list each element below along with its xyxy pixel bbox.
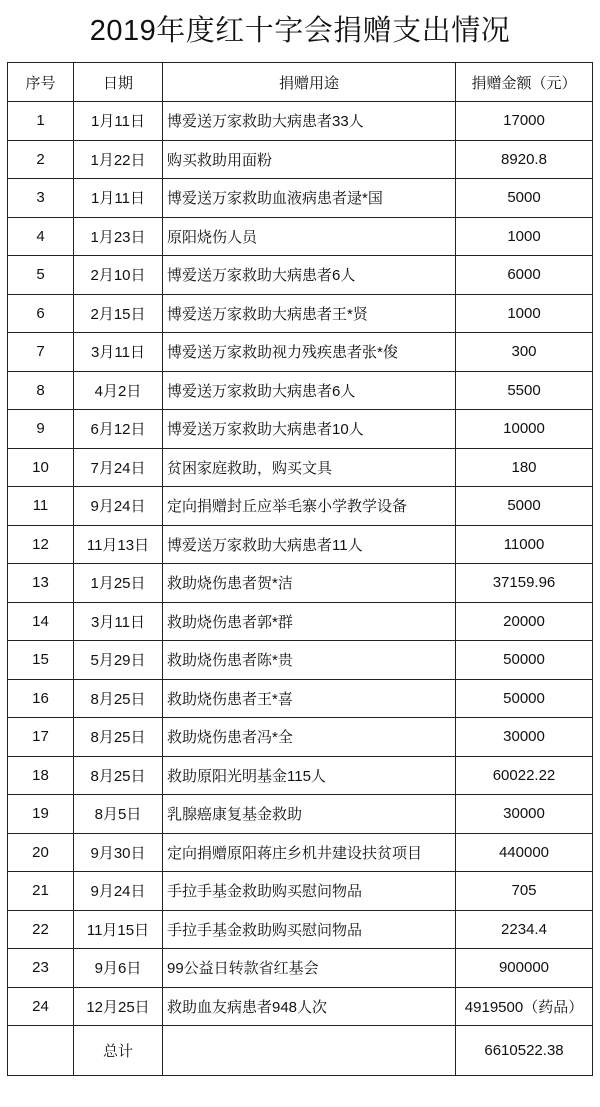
row-date: 1月23日 <box>74 217 163 256</box>
row-seq: 10 <box>8 448 74 487</box>
table-row <box>8 217 593 256</box>
row-amount: 17000 <box>456 102 593 141</box>
total-seq-cell <box>8 1026 74 1076</box>
row-seq: 11 <box>8 487 74 526</box>
row-amount: 1000 <box>456 217 593 256</box>
header-use: 捐赠用途 <box>163 63 456 102</box>
table-header-row <box>8 63 593 102</box>
table-row <box>8 795 593 834</box>
table-row <box>8 756 593 795</box>
row-date: 3月11日 <box>74 333 163 372</box>
table-row <box>8 525 593 564</box>
table-row <box>8 910 593 949</box>
row-seq: 14 <box>8 602 74 641</box>
row-date: 8月25日 <box>74 756 163 795</box>
table-body <box>8 102 593 1026</box>
row-date: 8月25日 <box>74 679 163 718</box>
row-seq: 19 <box>8 795 74 834</box>
row-amount: 8920.8 <box>456 140 593 179</box>
row-date: 8月25日 <box>74 718 163 757</box>
row-date: 2月10日 <box>74 256 163 295</box>
row-use: 救助烧伤患者王*喜 <box>163 679 456 718</box>
row-seq: 15 <box>8 641 74 680</box>
row-seq: 17 <box>8 718 74 757</box>
row-use: 定向捐赠原阳蒋庄乡机井建设扶贫项目 <box>163 833 456 872</box>
row-seq: 1 <box>8 102 74 141</box>
row-use: 定向捐赠封丘应举毛寨小学教学设备 <box>163 487 456 526</box>
row-amount: 300 <box>456 333 593 372</box>
row-use: 博爱送万家救助大病患者6人 <box>163 256 456 295</box>
row-amount: 60022.22 <box>456 756 593 795</box>
row-date: 9月6日 <box>74 949 163 988</box>
table-row <box>8 679 593 718</box>
table-row <box>8 641 593 680</box>
row-use: 救助血友病患者948人次 <box>163 987 456 1026</box>
table-row <box>8 833 593 872</box>
row-date: 12月25日 <box>74 987 163 1026</box>
row-use: 博爱送万家救助血液病患者逯*国 <box>163 179 456 218</box>
row-use: 乳腺癌康复基金救助 <box>163 795 456 834</box>
row-use: 博爱送万家救助大病患者6人 <box>163 371 456 410</box>
donation-table <box>7 62 593 1076</box>
row-amount: 37159.96 <box>456 564 593 603</box>
row-amount: 180 <box>456 448 593 487</box>
row-use: 救助烧伤患者贺*洁 <box>163 564 456 603</box>
table-row <box>8 410 593 449</box>
row-date: 3月11日 <box>74 602 163 641</box>
row-seq: 7 <box>8 333 74 372</box>
row-date: 11月13日 <box>74 525 163 564</box>
total-amount: 6610522.38 <box>456 1026 593 1076</box>
row-use: 博爱送万家救助大病患者11人 <box>163 525 456 564</box>
row-seq: 23 <box>8 949 74 988</box>
table-row <box>8 564 593 603</box>
row-date: 5月29日 <box>74 641 163 680</box>
row-amount: 4919500（药品） <box>456 987 593 1026</box>
header-date: 日期 <box>74 63 163 102</box>
header-seq: 序号 <box>8 63 74 102</box>
row-amount: 30000 <box>456 718 593 757</box>
row-amount: 6000 <box>456 256 593 295</box>
row-date: 6月12日 <box>74 410 163 449</box>
row-seq: 4 <box>8 217 74 256</box>
row-use: 99公益日转款省红基会 <box>163 949 456 988</box>
row-seq: 2 <box>8 140 74 179</box>
row-seq: 6 <box>8 294 74 333</box>
row-amount: 10000 <box>456 410 593 449</box>
table-row <box>8 718 593 757</box>
table-row <box>8 602 593 641</box>
row-use: 原阳烧伤人员 <box>163 217 456 256</box>
row-date: 7月24日 <box>74 448 163 487</box>
row-use: 购买救助用面粉 <box>163 140 456 179</box>
row-use: 救助烧伤患者陈*贵 <box>163 641 456 680</box>
row-amount: 11000 <box>456 525 593 564</box>
row-use: 博爱送万家救助大病患者10人 <box>163 410 456 449</box>
table-row <box>8 949 593 988</box>
table-row <box>8 294 593 333</box>
row-date: 9月24日 <box>74 487 163 526</box>
row-amount: 30000 <box>456 795 593 834</box>
row-amount: 1000 <box>456 294 593 333</box>
row-seq: 8 <box>8 371 74 410</box>
row-date: 2月15日 <box>74 294 163 333</box>
row-use: 博爱送万家救助大病患者王*贤 <box>163 294 456 333</box>
row-seq: 12 <box>8 525 74 564</box>
row-use: 救助原阳光明基金115人 <box>163 756 456 795</box>
row-date: 1月11日 <box>74 102 163 141</box>
table-row <box>8 987 593 1026</box>
table-row <box>8 333 593 372</box>
row-amount: 5500 <box>456 371 593 410</box>
row-seq: 5 <box>8 256 74 295</box>
table-row <box>8 179 593 218</box>
row-date: 1月22日 <box>74 140 163 179</box>
row-amount: 20000 <box>456 602 593 641</box>
row-amount: 705 <box>456 872 593 911</box>
table-row <box>8 448 593 487</box>
total-label: 总计 <box>74 1026 163 1076</box>
row-seq: 9 <box>8 410 74 449</box>
row-date: 9月24日 <box>74 872 163 911</box>
row-seq: 24 <box>8 987 74 1026</box>
row-date: 8月5日 <box>74 795 163 834</box>
row-amount: 5000 <box>456 179 593 218</box>
row-seq: 16 <box>8 679 74 718</box>
table-row <box>8 140 593 179</box>
row-seq: 21 <box>8 872 74 911</box>
total-row <box>8 1026 593 1076</box>
table-row <box>8 102 593 141</box>
row-date: 11月15日 <box>74 910 163 949</box>
table-row <box>8 371 593 410</box>
header-amount: 捐赠金额（元） <box>456 63 593 102</box>
row-seq: 13 <box>8 564 74 603</box>
row-use: 贫困家庭救助，购买文具 <box>163 448 456 487</box>
total-use-cell <box>163 1026 456 1076</box>
table-row <box>8 256 593 295</box>
row-seq: 22 <box>8 910 74 949</box>
row-amount: 50000 <box>456 679 593 718</box>
row-amount: 50000 <box>456 641 593 680</box>
row-amount: 2234.4 <box>456 910 593 949</box>
row-amount: 440000 <box>456 833 593 872</box>
row-seq: 18 <box>8 756 74 795</box>
row-date: 4月2日 <box>74 371 163 410</box>
row-use: 手拉手基金救助购买慰问物品 <box>163 910 456 949</box>
row-date: 1月11日 <box>74 179 163 218</box>
row-use: 博爱送万家救助视力残疾患者张*俊 <box>163 333 456 372</box>
page-title: 2019年度红十字会捐赠支出情况 <box>89 15 511 47</box>
row-seq: 20 <box>8 833 74 872</box>
row-use: 博爱送万家救助大病患者33人 <box>163 102 456 141</box>
row-seq: 3 <box>8 179 74 218</box>
row-amount: 900000 <box>456 949 593 988</box>
table-row <box>8 487 593 526</box>
row-use: 救助烧伤患者郭*群 <box>163 602 456 641</box>
row-date: 9月30日 <box>74 833 163 872</box>
row-date: 1月25日 <box>74 564 163 603</box>
row-use: 救助烧伤患者冯*全 <box>163 718 456 757</box>
table-row <box>8 872 593 911</box>
row-use: 手拉手基金救助购买慰问物品 <box>163 872 456 911</box>
row-amount: 5000 <box>456 487 593 526</box>
